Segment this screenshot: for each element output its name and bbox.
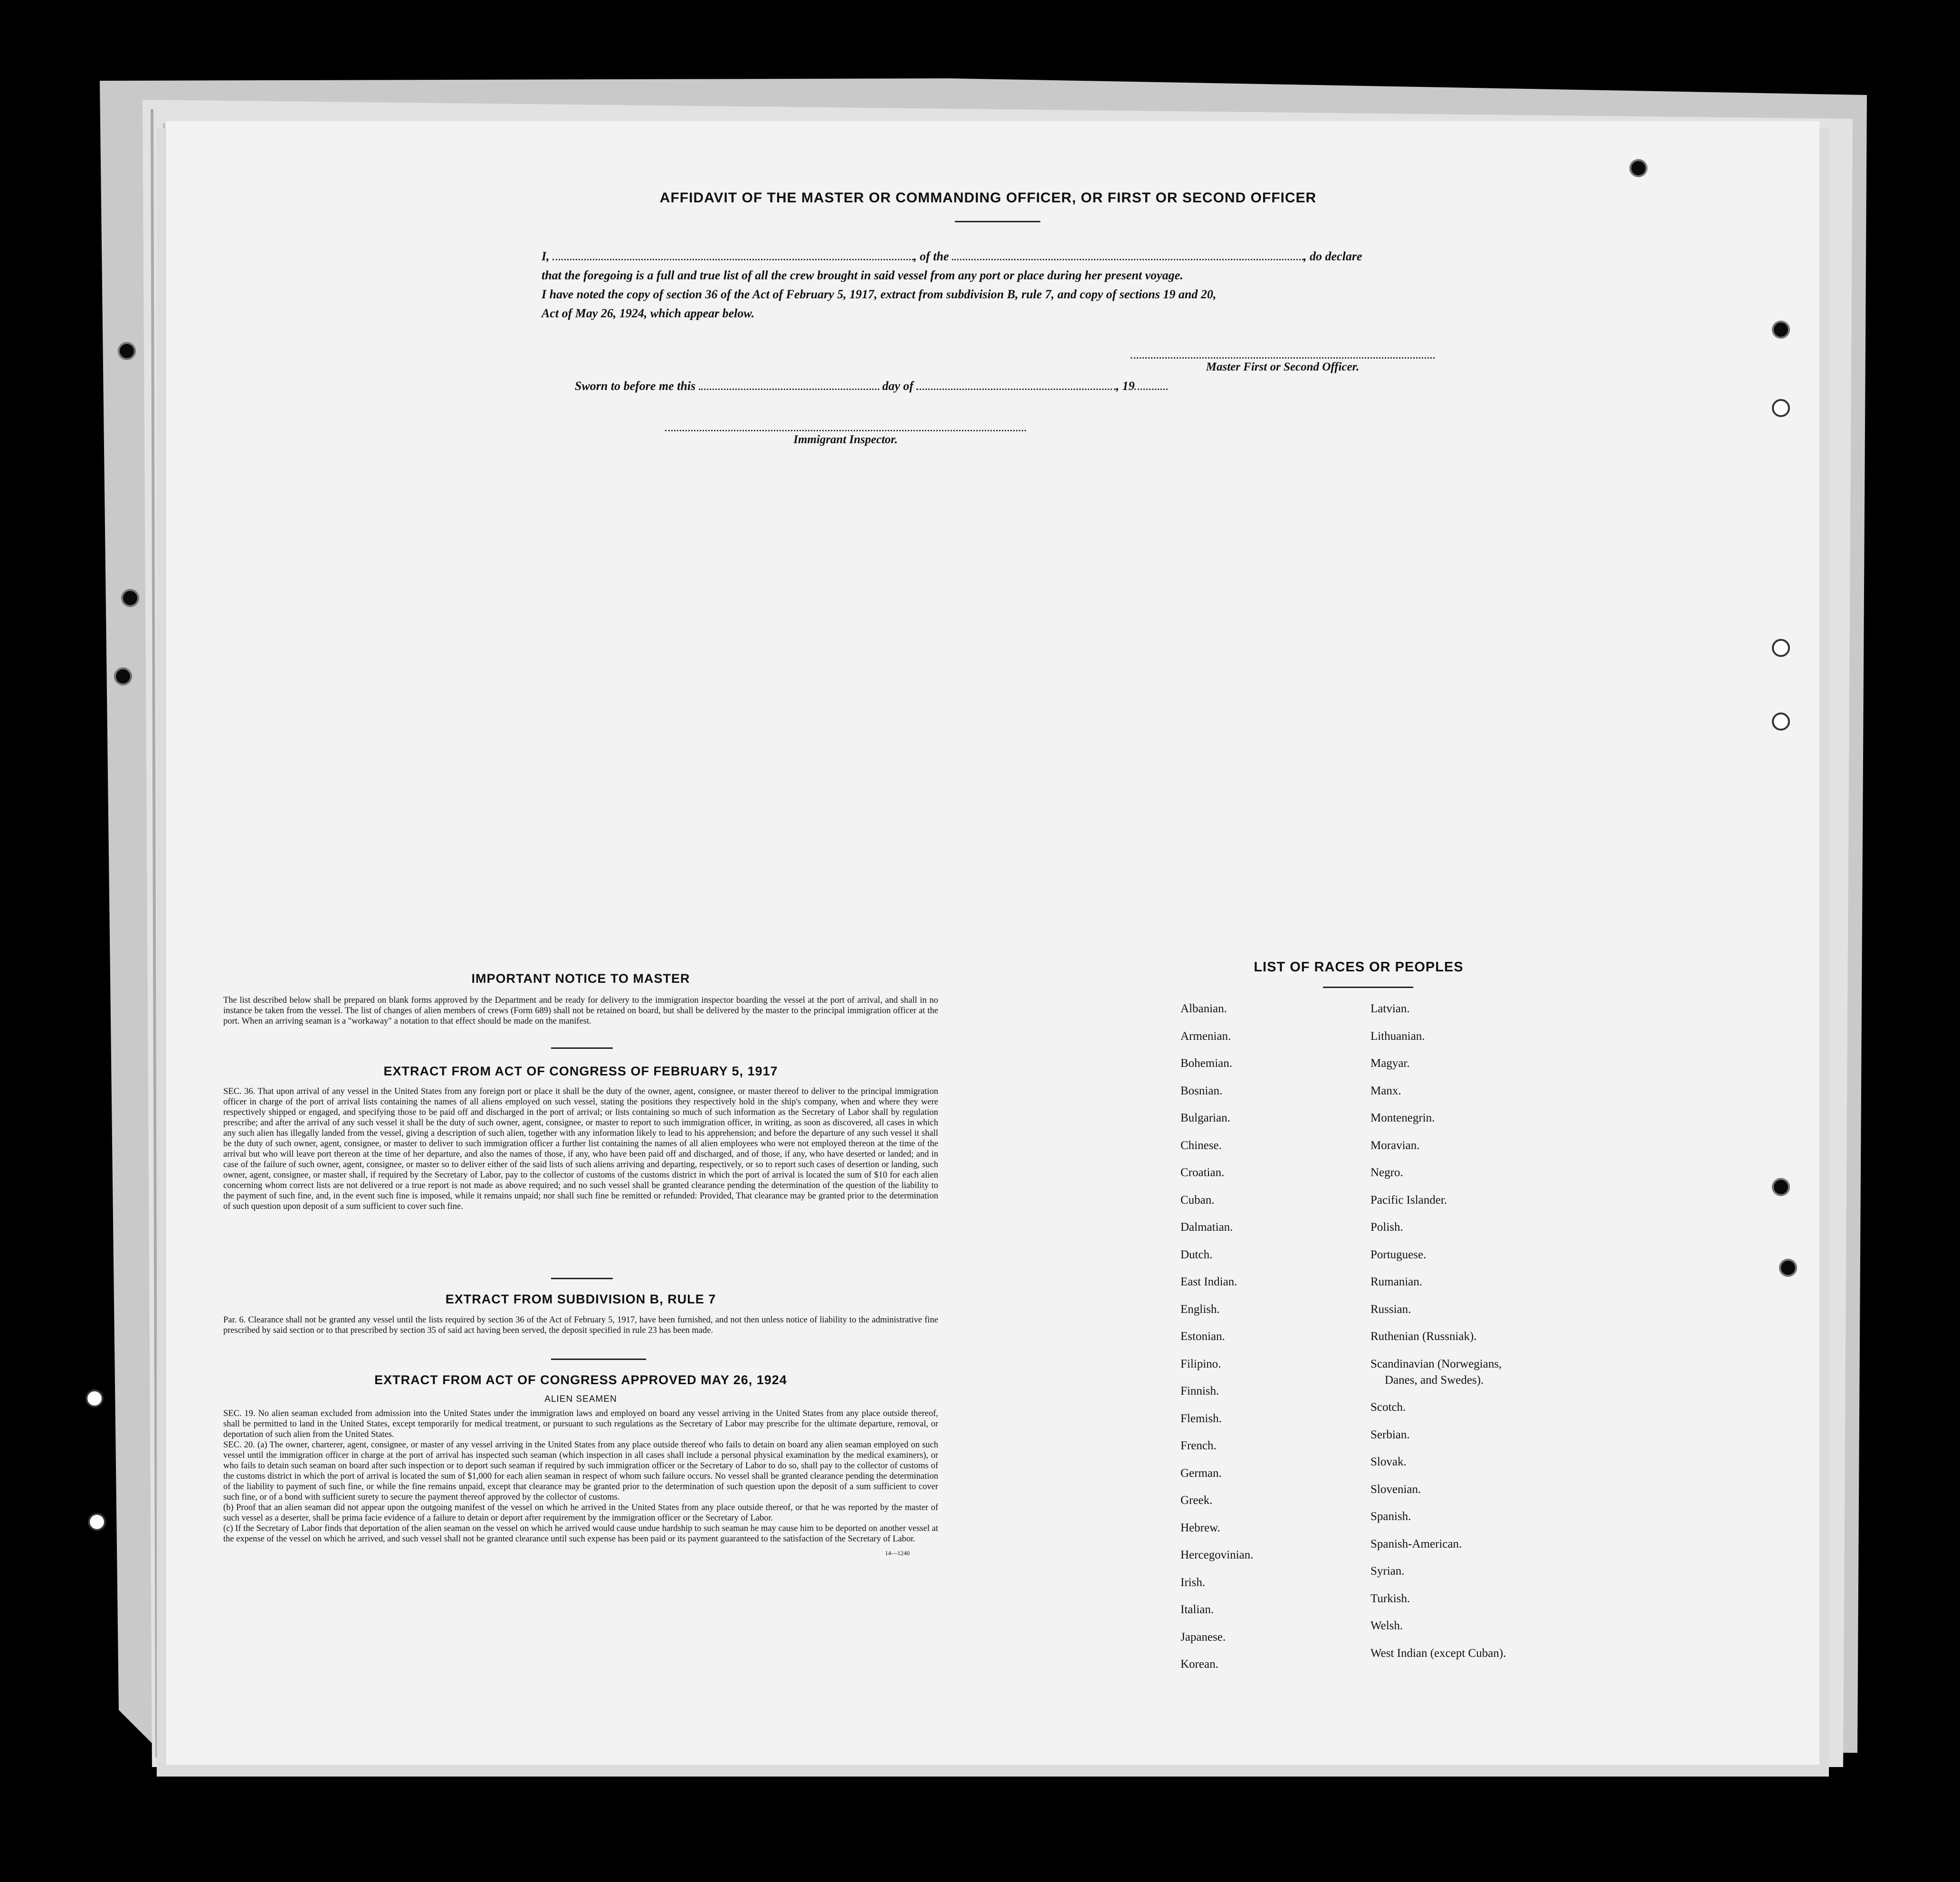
race-item: Rumanian. — [1370, 1275, 1423, 1288]
affidavit-title: AFFIDAVIT OF THE MASTER OR COMMANDING OFFICER, OR FIRST OR SECOND OFFICER — [659, 190, 1317, 206]
affidavit-line-4: Act of May 26, 1924, which appear below. — [542, 306, 755, 320]
race-item: Syrian. — [1370, 1565, 1405, 1578]
punch-hole — [88, 1513, 106, 1531]
sworn-label: Sworn to before me this — [575, 379, 696, 393]
race-item: Negro. — [1370, 1166, 1403, 1179]
race-item: German. — [1180, 1466, 1222, 1480]
sec-20a-text: SEC. 20. (a) The owner, charterer, agent, consignee, or master of any vessel arriving in the United States from any place outside thereof who fails to detain on board any alien seaman employed on such vessel until the immigration officer in charge at the port of arrival has inspected such seaman (which inspection in all cases shall include a personal physical examination by the medical examiners), or who fails to detain such seaman on board after such inspection or to deport such seaman if required by such immigration officer or the Secretary of Labor to do so, shall pay to the collector of customs of the customs district in which the port of arrival is located the sum of $1,000 for each alien seaman in respect of whom such failure occurs. No vessel shall be granted clearance pending the determination of the liability to payment of such fine, or while the fine remains unpaid, except that clearance may be granted prior to the determination of such question upon the deposit of a sum sufficient to cover such fine, or of a bond with sufficient surety to secure the payment thereof approved by the collector of customs. — [223, 1440, 938, 1502]
race-item: Cuban. — [1180, 1193, 1215, 1207]
sworn-month-field[interactable] — [916, 389, 1116, 390]
race-item: West Indian (except Cuban). — [1370, 1646, 1506, 1660]
punch-hole — [1772, 713, 1790, 731]
race-item: Bulgarian. — [1180, 1112, 1230, 1124]
sec-20c-text: (c) If the Secretary of Labor finds that deportation of the alien seaman on the vessel on which he arrived would cause undue hardship to such seaman he may cause him to be deported on another vessel at the expense of the vessel on which he arrived, and such vessel shall not be granted clearance until such expense has been paid or its payment guaranteed to the satisfaction of the Secretary of Labor. — [223, 1524, 938, 1544]
inspector-signature-line[interactable]: Immigrant Inspector. — [665, 430, 1026, 447]
notice-title: IMPORTANT NOTICE TO MASTER — [471, 971, 690, 986]
race-item: Spanish-American. — [1370, 1537, 1462, 1550]
race-item: Serbian. — [1370, 1428, 1410, 1441]
race-item: Polish. — [1370, 1221, 1403, 1234]
race-item: Hercegovinian. — [1180, 1549, 1254, 1561]
race-item: Portuguese. — [1370, 1248, 1427, 1261]
race-item: Albanian. — [1180, 1002, 1227, 1015]
race-item: French. — [1180, 1439, 1217, 1452]
race-item: Danes, and Swedes). — [1385, 1373, 1484, 1387]
extract-1917-text: SEC. 36. That upon arrival of any vessel in the United States from any foreign port or place it shall be the duty of the owner, agent, consignee, or master thereof to deliver to the principal immigration officer in charge of the port of arrival lists containing the names of all aliens employed on such vessel, stating the positions they respectively hold in the ship's company, when and where they were respectively shipped or engaged, and specifying those to be paid off and discharged in the port of arrival; or lists containing so much of such information as the Secretary of Labor shall by regulation prescribe; and after the arrival of any such vessel it shall be the duty of such owner, agent, consignee, or master to report to such immigration officer, in writing, as soon as discovered, all cases in which any such alien has illegally landed from the vessel, giving a description of such alien, together with any information likely to lead to his apprehension; and before the departure of any such vessel it shall be the duty of such owner, agent, consignee, or master to deliver to such immigration officer a further list containing the names of all alien employees who were not employed thereon at the time of the arrival but who will leave port thereon at the time of her departure, and also the names of those, if any, who have been paid off and discharged, and of those, if any, who have deserted or landed; and in case of the failure of such owner, agent, consignee, or master so to deliver either of the said lists of such aliens arriving and departing, respectively, or so to report such cases of desertion or landing, such owner, agent, consignee, or master shall, if required by the Secretary of Labor, pay to the collector of customs of the customs district in which the port of arrival is located the sum of $10 for each alien concerning whom correct lists are not delivered or a true report is not made as above required; and no such vessel shall be granted clearance pending the determination of the question of the liability to the payment of such fine, and, in the event such fine is imposed, while it remains unpaid; nor shall such fine be remitted or refunded: Provided, That clearance may be granted prior to the determination of such question upon deposit of a sum sufficient to cover such fine. — [223, 1087, 938, 1211]
extract-1924-text — [223, 1408, 938, 1559]
divider — [551, 1359, 646, 1360]
punch-hole — [86, 1389, 104, 1407]
punch-hole — [1772, 399, 1790, 417]
divider — [955, 221, 1040, 222]
race-item: Korean. — [1180, 1658, 1218, 1671]
race-item: Manx. — [1370, 1084, 1401, 1097]
punch-hole — [1772, 1178, 1790, 1196]
race-item: Flemish. — [1180, 1412, 1222, 1425]
race-item: Chinese. — [1180, 1139, 1222, 1152]
punch-hole — [1772, 321, 1790, 339]
affidavit-i-label: I, — [542, 249, 550, 263]
race-item: Irish. — [1180, 1576, 1206, 1589]
race-item: Russian. — [1370, 1302, 1411, 1316]
race-item: Dalmatian. — [1180, 1221, 1233, 1234]
races-title: LIST OF RACES OR PEOPLES — [1254, 960, 1464, 975]
affidavit-declare-label: , do declare — [1303, 249, 1362, 263]
race-item: Filipino. — [1180, 1357, 1221, 1370]
sworn-line — [575, 379, 1168, 393]
form-number: 14—1240 — [885, 1549, 910, 1557]
day-of-label: day of — [882, 379, 913, 393]
race-item: Latvian. — [1370, 1002, 1410, 1015]
punch-hole — [1779, 1259, 1797, 1277]
race-item: Hebrew. — [1180, 1521, 1220, 1534]
race-item: Estonian. — [1180, 1330, 1225, 1343]
race-item: Turkish. — [1370, 1592, 1410, 1605]
race-item: Moravian. — [1370, 1139, 1420, 1152]
sworn-year-field[interactable] — [1134, 389, 1168, 390]
race-item: Montenegrin. — [1370, 1112, 1435, 1124]
race-item: Bosnian. — [1180, 1084, 1223, 1097]
punch-hole — [121, 589, 139, 607]
race-item: Magyar. — [1370, 1057, 1410, 1070]
divider — [1323, 987, 1413, 988]
race-item: Scandinavian (Norwegians, — [1370, 1357, 1502, 1370]
affidavit-of-the-label: , of the — [913, 249, 949, 263]
race-item: English. — [1180, 1302, 1220, 1316]
punch-hole — [1629, 159, 1647, 177]
race-item: Slovak. — [1370, 1455, 1407, 1468]
punch-hole — [114, 667, 132, 685]
race-item: Finnish. — [1180, 1385, 1219, 1397]
master-name-field[interactable] — [552, 259, 913, 260]
sworn-date-field[interactable] — [699, 389, 879, 390]
race-item: Croatian. — [1180, 1166, 1225, 1179]
year-prefix-label: , 19 — [1116, 379, 1135, 393]
race-item: Scotch. — [1370, 1401, 1406, 1414]
race-item: Pacific Islander. — [1370, 1193, 1447, 1207]
officer-signature-line[interactable]: Master First or Second Officer. — [1131, 357, 1435, 374]
extract-1917-title: EXTRACT FROM ACT OF CONGRESS OF FEBRUARY 5, 1917 — [383, 1064, 778, 1078]
race-item: East Indian. — [1180, 1275, 1237, 1288]
race-item: Italian. — [1180, 1603, 1214, 1616]
divider — [551, 1047, 613, 1049]
race-item: Ruthenian (Russniak). — [1370, 1330, 1477, 1343]
punch-hole — [118, 342, 136, 360]
extract-rule7-text: Par. 6. Clearance shall not be granted any vessel until the lists required by section 36 of the Act of February 5, 1917, have been furnished, and not then unless notice of liability to the administrative fine prescribed by said section or to that prescribed by section 35 of said act having been served, the deposit specified in rule 23 has been made. — [223, 1315, 938, 1335]
extract-rule7-title: EXTRACT FROM SUBDIVISION B, RULE 7 — [445, 1292, 716, 1306]
vessel-name-field[interactable] — [952, 259, 1303, 260]
extract-1924-subtitle: ALIEN SEAMEN — [544, 1394, 617, 1404]
race-item: Bohemian. — [1180, 1057, 1233, 1070]
race-item: Spanish. — [1370, 1510, 1411, 1523]
sec-19-text: SEC. 19. No alien seaman excluded from admission into the United States under the immigration laws and employed on board any vessel arriving in the United States from any place outside thereof, shall be permitted to land in the United States, except temporarily for medical treatment, or pursuant to such regulations as the Secretary of Labor may prescribe for the ultimate departure, removal, or deportation of such alien from the United States. — [223, 1409, 938, 1439]
race-item: Welsh. — [1370, 1619, 1403, 1632]
race-item: Dutch. — [1180, 1248, 1213, 1261]
notice-text: The list described below shall be prepared on blank forms approved by the Department and be ready for delivery to the immigration inspector boarding the vessel at the port of arrival, and shall in no instance be taken from the vessel. The list of changes of alien members of crews (Form 689) shall not be retained on board, but shall be delivered by the master to the principal immigration officer at the port. When an arriving seaman is a "workaway" a notation to that effect should be made on the manifest. — [223, 996, 938, 1026]
race-item: Slovenian. — [1370, 1483, 1421, 1496]
divider — [551, 1278, 613, 1279]
punch-hole — [1772, 639, 1790, 657]
race-item: Armenian. — [1180, 1029, 1231, 1043]
affidavit-line-3: I have noted the copy of section 36 of the Act of February 5, 1917, extract from subdivision B, rule 7, and copy of sections 19 and 20, — [542, 287, 1217, 301]
race-item: Lithuanian. — [1370, 1029, 1425, 1043]
affidavit-line-1 — [542, 249, 1362, 264]
race-item: Japanese. — [1180, 1630, 1226, 1644]
race-item: Greek. — [1180, 1494, 1213, 1507]
affidavit-line-2: that the foregoing is a full and true list of all the crew brought in said vessel from any port or place during her present voyage. — [542, 268, 1183, 282]
extract-1924-title: EXTRACT FROM ACT OF CONGRESS APPROVED MAY 26, 1924 — [374, 1373, 787, 1387]
sec-20b-text: (b) Proof that an alien seaman did not appear upon the outgoing manifest of the vessel on which he arrived in the United States from any place outside thereof, or that he was reported by the master of such vessel as a deserter, shall be prima facie evidence of a failure to detain or deport after requirement by the immigration officer or the Secretary of Labor. — [223, 1503, 938, 1523]
